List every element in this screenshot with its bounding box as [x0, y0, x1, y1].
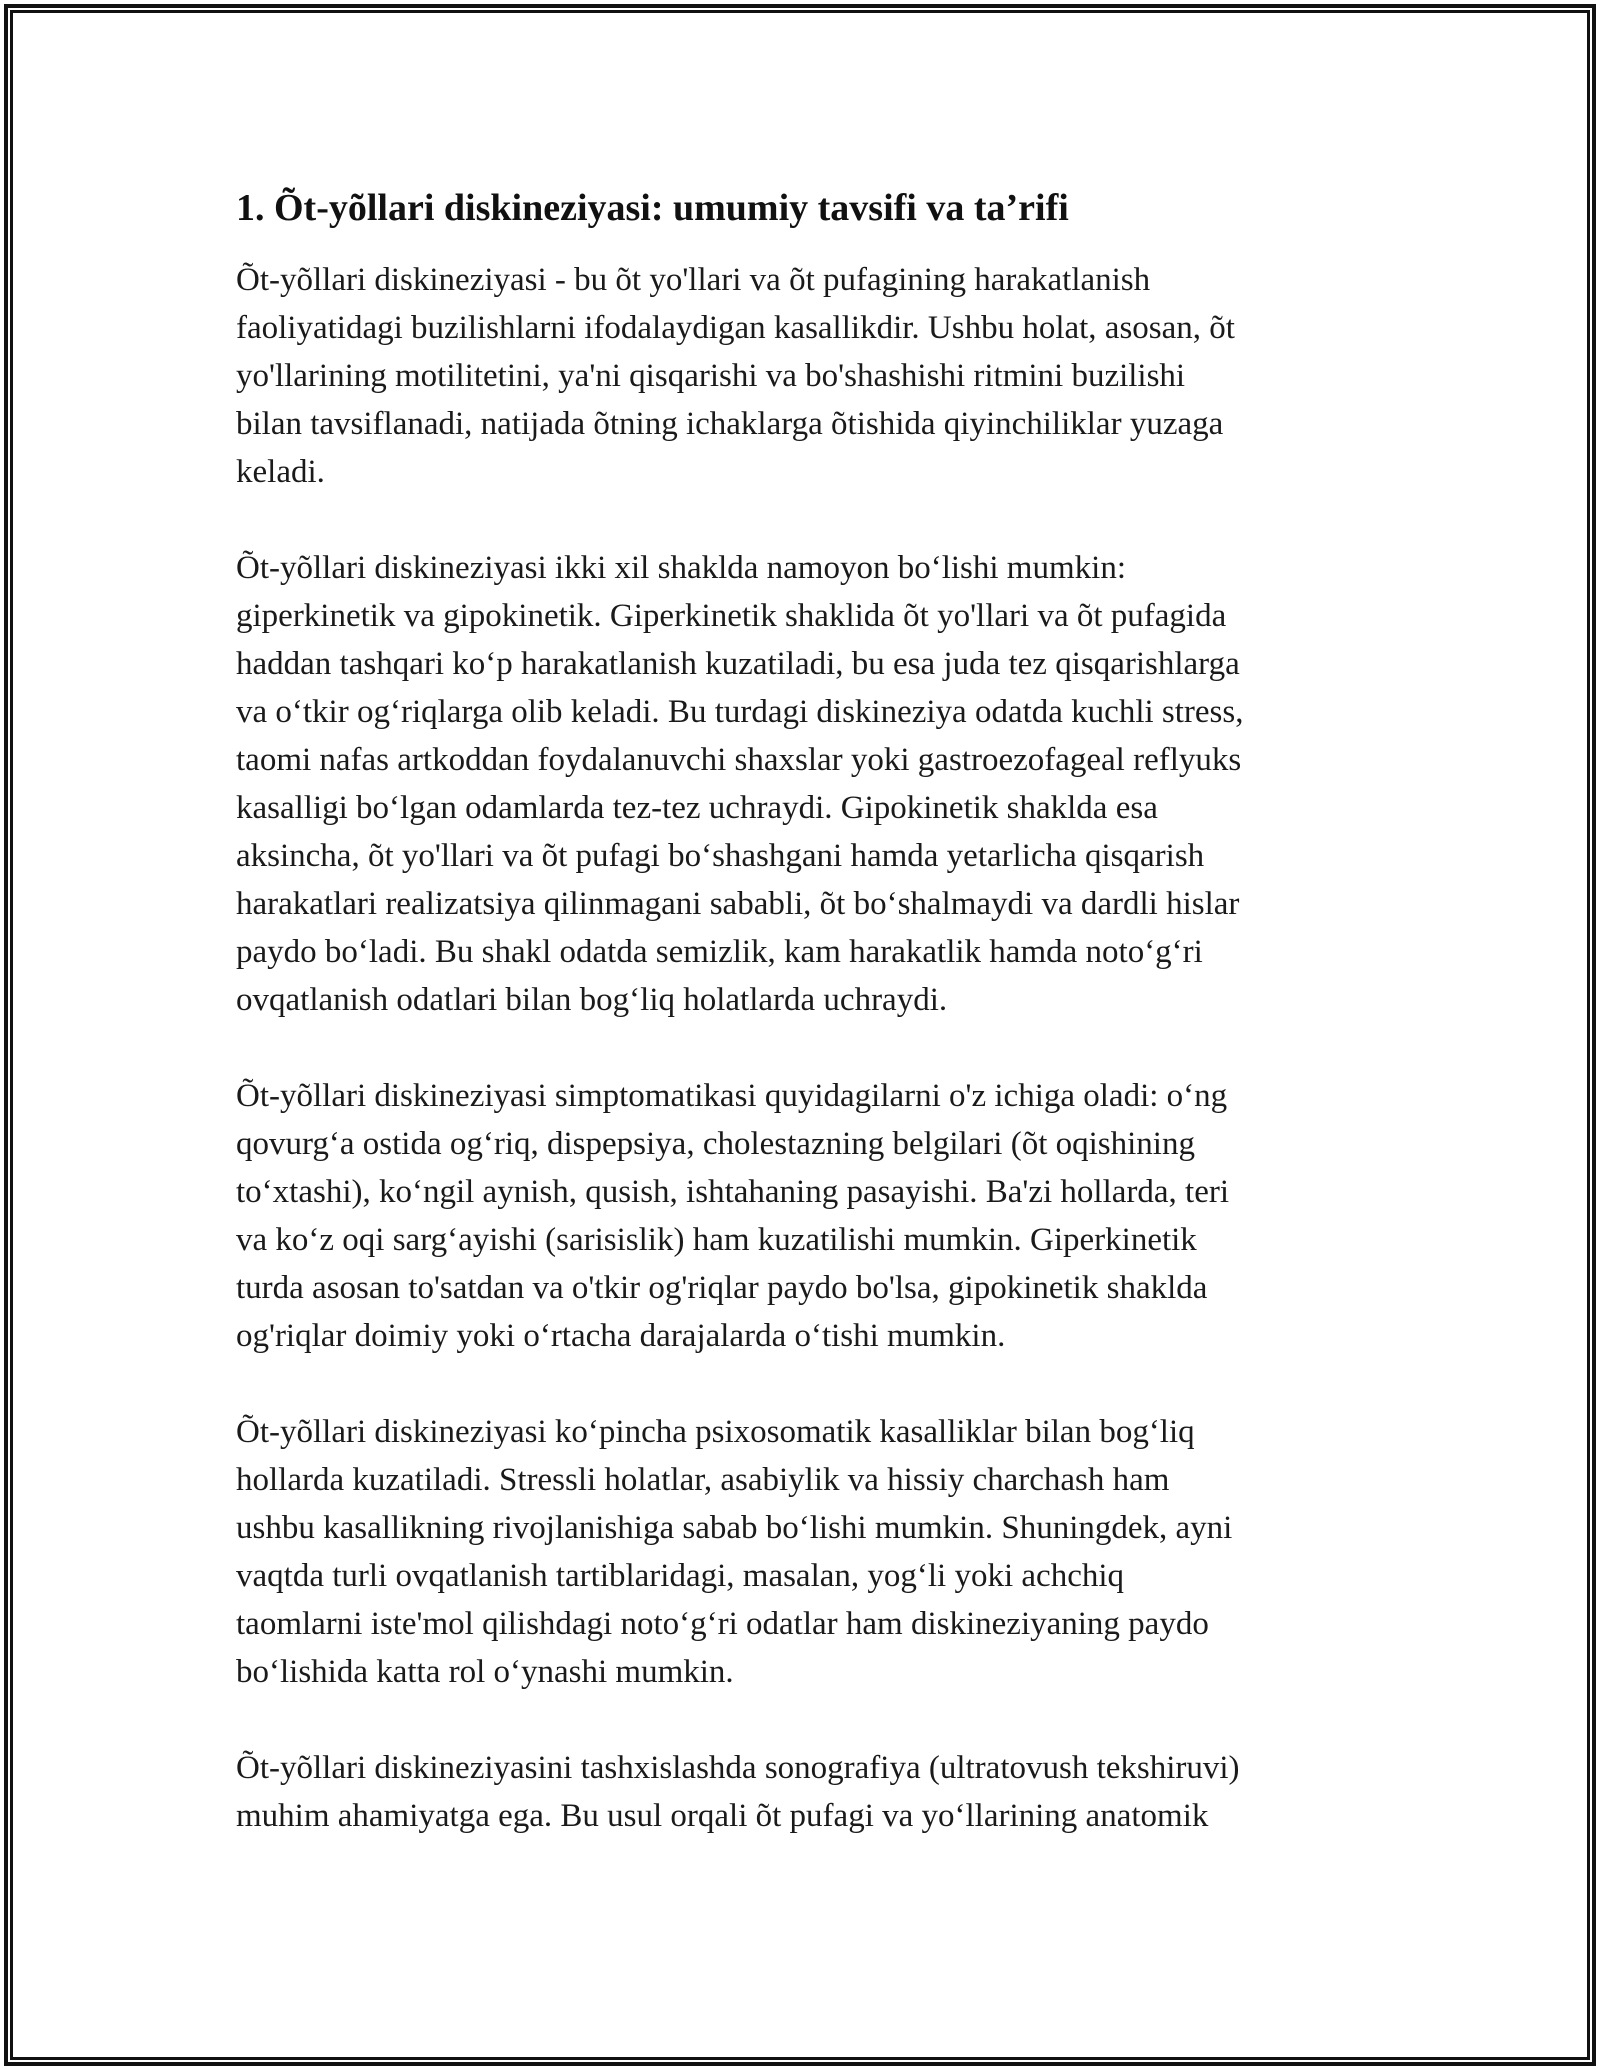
text-line: taomi nafas artkoddan foydalanuvchi shaxslar yoki gastroezofageal reflyuks	[236, 742, 1242, 778]
text-line: giperkinetik va gipokinetik. Giperkinetik shaklida õt yo'llari va õt pufagida	[236, 598, 1227, 634]
text-line: kasalligi boʻlgan odamlarda tez-tez uchraydi. Gipokinetik shaklda esa	[236, 790, 1158, 826]
text-line: paydo boʻladi. Bu shakl odatda semizlik, kam harakatlik hamda notoʻgʻri	[236, 934, 1203, 970]
text-line: haddan tashqari koʻp harakatlanish kuzatiladi, bu esa juda tez qisqarishlarga	[236, 646, 1240, 682]
text-line: og'riqlar doimiy yoki oʻrtacha darajalarda oʻtishi mumkin.	[236, 1318, 1006, 1354]
text-line: Õt-yõllari diskineziyasi koʻpincha psixosomatik kasalliklar bilan bogʻliq	[236, 1414, 1195, 1450]
paragraph-definition	[236, 256, 1366, 496]
text-line: bilan tavsiflanadi, natijada õtning ichaklarga õtishida qiyinchiliklar yuzaga	[236, 406, 1224, 442]
text-line: Õt-yõllari diskineziyasini tashxislashda sonografiya (ultratovush tekshiruvi)	[236, 1750, 1240, 1786]
paragraph-symptoms	[236, 1072, 1366, 1360]
text-line: boʻlishida katta rol oʻynashi mumkin.	[236, 1654, 734, 1690]
text-line: Õt-yõllari diskineziyasi - bu õt yo'llari va õt pufagining harakatlanish	[236, 262, 1151, 298]
text-line: qovurgʻa ostida ogʻriq, dispepsiya, cholestazning belgilari (õt oqishining	[236, 1126, 1195, 1162]
text-line: harakatlari realizatsiya qilinmagani sababli, õt boʻshalmaydi va dardli hislar	[236, 886, 1240, 922]
text-line: faoliyatidagi buzilishlarni ifodalaydigan kasallikdir. Ushbu holat, asosan, õt	[236, 310, 1235, 346]
section-heading: 1. Õt-yõllari diskineziyasi: umumiy tavsifi va ta’rifi	[236, 187, 1069, 229]
document-body	[236, 184, 1366, 1840]
text-line: hollarda kuzatiladi. Stressli holatlar, asabiylik va hissiy charchash ham	[236, 1462, 1170, 1498]
text-line: keladi.	[236, 454, 325, 490]
paragraph-diagnosis	[236, 1744, 1366, 1840]
text-line: toʻxtashi), koʻngil aynish, qusish, ishtahaning pasayishi. Ba'zi hollarda, teri	[236, 1174, 1230, 1210]
text-line: vaqtda turli ovqatlanish tartiblaridagi, masalan, yogʻli yoki achchiq	[236, 1558, 1125, 1594]
text-line: Õt-yõllari diskineziyasi simptomatikasi quyidagilarni o'z ichiga oladi: oʻng	[236, 1078, 1228, 1114]
text-line: va oʻtkir ogʻriqlarga olib keladi. Bu turdagi diskineziya odatda kuchli stress,	[236, 694, 1244, 730]
text-line: turda asosan to'satdan va o'tkir og'riqlar paydo bo'lsa, gipokinetik shaklda	[236, 1270, 1208, 1306]
text-line: aksincha, õt yo'llari va õt pufagi boʻshashgani hamda yetarlicha qisqarish	[236, 838, 1205, 874]
text-line: ushbu kasallikning rivojlanishiga sabab boʻlishi mumkin. Shuningdek, ayni	[236, 1510, 1233, 1546]
text-line: yo'llarining motilitetini, ya'ni qisqarishi va bo'shashishi ritmini buzilishi	[236, 358, 1186, 394]
text-line: muhim ahamiyatga ega. Bu usul orqali õt pufagi va yoʻllarining anatomik	[236, 1798, 1209, 1834]
text-line: va koʻz oqi sargʻayishi (sarisislik) ham kuzatilishi mumkin. Giperkinetik	[236, 1222, 1197, 1258]
text-line: Õt-yõllari diskineziyasi ikki xil shaklda namoyon boʻlishi mumkin:	[236, 550, 1126, 586]
paragraph-causes	[236, 1408, 1366, 1696]
text-line: ovqatlanish odatlari bilan bogʻliq holatlarda uchraydi.	[236, 982, 948, 1018]
text-line: taomlarni iste'mol qilishdagi notoʻgʻri odatlar ham diskineziyaning paydo	[236, 1606, 1209, 1642]
paragraph-forms	[236, 544, 1366, 1024]
